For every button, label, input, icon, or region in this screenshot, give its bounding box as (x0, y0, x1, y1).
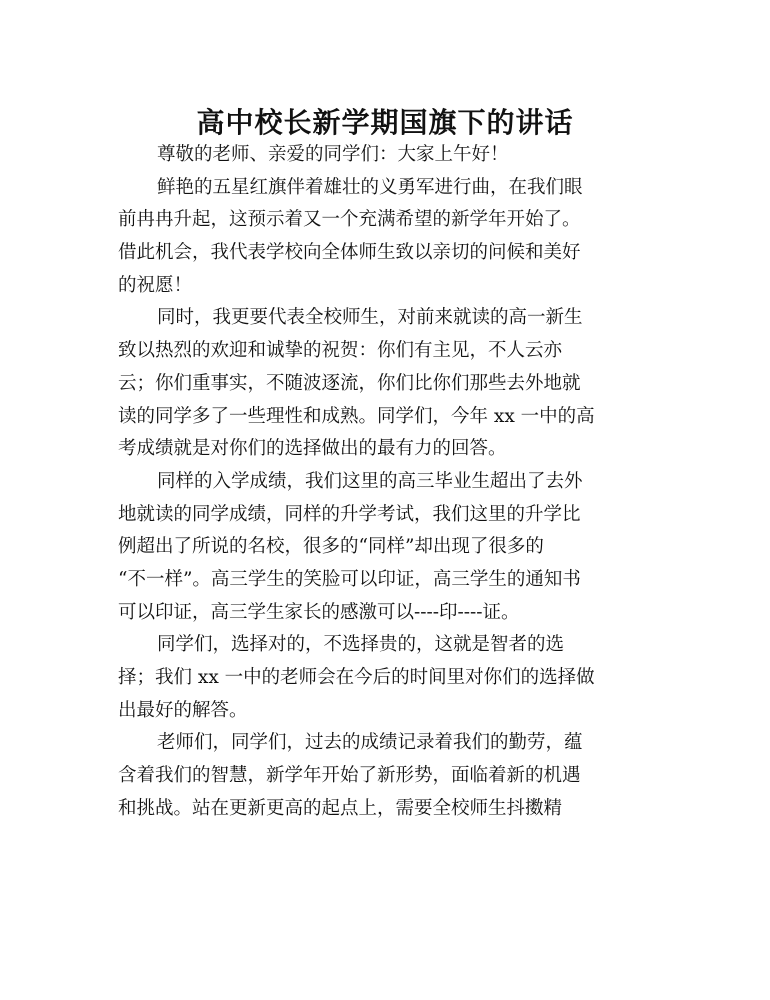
text-line: 前冉冉升起，这预示着又一个充满希望的新学年开始了。 (118, 209, 581, 231)
paragraph-greeting (118, 139, 648, 172)
document-body (118, 139, 648, 825)
paragraph-results (118, 466, 648, 629)
text-line: 择；我们 xx 一中的老师会在今后的时间里对你们的选择做 (118, 667, 595, 688)
text-line: 借此机会，我代表学校向全体师生致以亲切的问候和美好 (118, 242, 581, 264)
text-line: 同时，我更要代表全校师生，对前来就读的高一新生 (157, 307, 583, 329)
text-line: 鲜艳的五星红旗伴着雄壮的义勇军进行曲，在我们眼 (157, 176, 583, 198)
paragraph-opening (118, 172, 648, 303)
text-line: “不一样”。高三学生的笑脸可以印证，高三学生的通知书 (118, 568, 581, 590)
text-line: 地就读的同学成绩，同样的升学考试，我们这里的升学比 (118, 503, 581, 525)
paragraph-welcome (118, 302, 648, 465)
text-line: 同样的入学成绩，我们这里的高三毕业生超出了去外 (157, 470, 583, 492)
text-line: 可以印证，高三学生家长的感激可以----印----证。 (118, 601, 520, 623)
text-line: 尊敬的老师、亲爱的同学们：大家上午好！ (157, 144, 509, 165)
text-line: 云；你们重事实，不随波逐流，你们比你们那些去外地就 (118, 372, 581, 394)
paragraph-new-term (118, 727, 648, 825)
text-line: 例超出了所说的名校，很多的“同样”却出现了很多的 (118, 536, 544, 558)
text-line: 致以热烈的欢迎和诚挚的祝贺：你们有主见，不人云亦 (118, 340, 563, 362)
text-line: 考成绩就是对你们的选择做出的最有力的回答。 (118, 438, 507, 460)
page-title: 高中校长新学期国旗下的讲话 (196, 105, 574, 139)
text-line: 的祝愿！ (118, 274, 193, 296)
paragraph-choice (118, 629, 648, 727)
text-line: 含着我们的智慧，新学年开始了新形势，面临着新的机遇 (118, 765, 581, 787)
text-line: 同学们，选择对的，不选择贵的，这就是智者的选 (157, 634, 565, 656)
text-line: 老师们，同学们，过去的成绩记录着我们的勤劳，蕴 (157, 732, 583, 754)
text-line: 和挑战。站在更新更高的起点上，需要全校师生抖擞精 (118, 797, 563, 819)
text-line: 读的同学多了一些理性和成熟。同学们，今年 xx 一中的高 (118, 405, 595, 427)
text-line: 出最好的解答。 (118, 699, 248, 721)
